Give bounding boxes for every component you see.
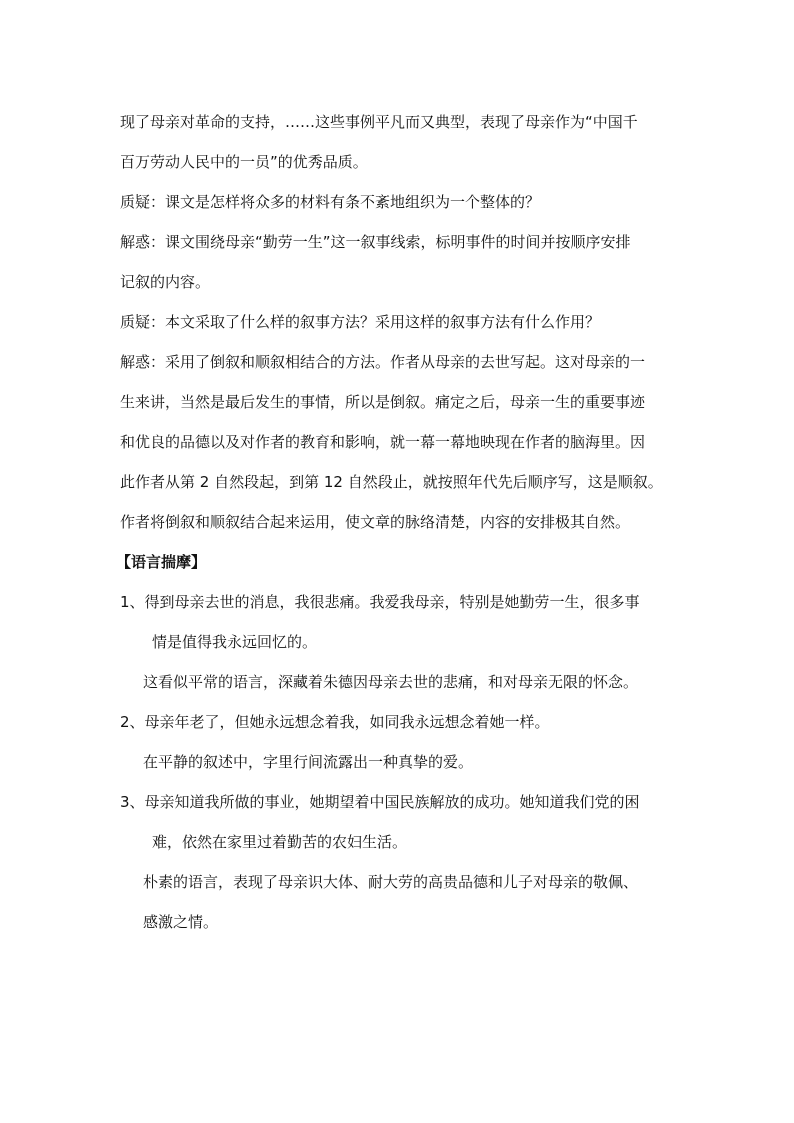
- answer-line: 生来讲，当然是最后发生的事情，所以是倒叙。痛定之后，母亲一生的重要事迹: [120, 393, 646, 411]
- quote-line: 1、得到母亲去世的消息，我很悲痛。我爱我母亲，特别是她勤劳一生，很多事: [120, 593, 640, 611]
- answer-line: 记叙的内容。: [120, 273, 211, 291]
- paragraph-line: 现了母亲对革命的支持，……这些事例平凡而又典型，表现了母亲作为“中国千: [120, 113, 638, 131]
- analysis-line: 在平静的叙述中，字里行间流露出一种真挚的爱。: [143, 753, 474, 771]
- question-line: 质疑：本文采取了什么样的叙事方法？采用这样的叙事方法有什么作用？: [120, 313, 601, 331]
- quote-line: 情是值得我永远回忆的。: [152, 633, 318, 651]
- quote-line: 3、母亲知道我所做的事业，她期望着中国民族解放的成功。她知道我们党的困: [120, 793, 640, 811]
- analysis-line: 感激之情。: [143, 913, 219, 931]
- analysis-line: 这看似平常的语言，深藏着朱德因母亲去世的悲痛，和对母亲无限的怀念。: [143, 673, 639, 691]
- answer-line: 作者将倒叙和顺叙结合起来运用，使文章的脉络清楚，内容的安排极其自然。: [120, 513, 631, 531]
- answer-line: 解惑：课文围绕母亲“勤劳一生”这一叙事线索，标明事件的时间并按顺序安排: [120, 233, 631, 251]
- answer-line: 解惑：采用了倒叙和顺叙相结合的方法。作者从母亲的去世写起。这对母亲的一: [120, 353, 646, 371]
- analysis-line: 朴素的语言，表现了母亲识大体、耐大劳的高贵品德和儿子对母亲的敬佩、: [143, 873, 639, 891]
- quote-line: 难，依然在家里过着勤苦的农妇生活。: [152, 833, 408, 851]
- answer-line: 和优良的品德以及对作者的教育和影响，就一幕一幕地映现在作者的脑海里。因: [120, 433, 646, 451]
- paragraph-line: 百万劳动人民中的一员”的优秀品质。: [120, 153, 368, 171]
- answer-line: 此作者从第 2 自然段起，到第 12 自然段止，就按照年代先后顺序写，这是顺叙。: [120, 473, 663, 491]
- quote-line: 2、母亲年老了，但她永远想念着我，如同我永远想念着她一样。: [120, 713, 550, 731]
- section-heading: 【语言揣摩】: [116, 553, 207, 571]
- question-line: 质疑：课文是怎样将众多的材料有条不紊地组织为一个整体的？: [120, 193, 541, 211]
